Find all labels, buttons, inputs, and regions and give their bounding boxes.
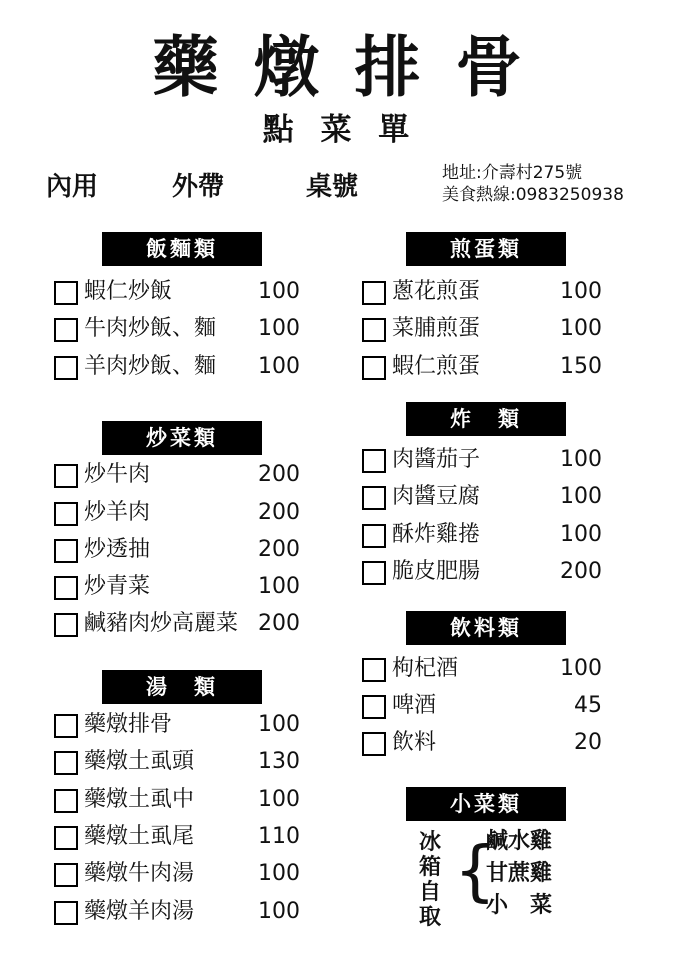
item-price: 100	[258, 712, 300, 737]
order-checkbox[interactable]	[54, 539, 78, 563]
item-price: 200	[258, 611, 300, 636]
item-price: 200	[560, 559, 602, 584]
item-price: 100	[560, 522, 602, 547]
category-header: 炒菜類	[102, 421, 262, 455]
item-price: 100	[258, 279, 300, 304]
order-checkbox[interactable]	[54, 901, 78, 925]
item-price: 200	[258, 500, 300, 525]
order-checkbox[interactable]	[362, 356, 386, 380]
item-name: 肉醬豆腐	[392, 484, 481, 509]
item-name: 啤酒	[392, 693, 437, 718]
dine-in-label: 內用	[46, 172, 99, 202]
order-checkbox[interactable]	[54, 318, 78, 342]
item-name: 藥燉土虱尾	[84, 824, 195, 849]
menu-subtitle: 點 菜 單	[262, 112, 418, 148]
order-checkbox[interactable]	[54, 576, 78, 600]
order-checkbox[interactable]	[362, 449, 386, 473]
order-checkbox[interactable]	[362, 281, 386, 305]
menu-item[interactable]	[362, 312, 602, 348]
category-header: 小菜類	[406, 787, 566, 821]
order-checkbox[interactable]	[362, 318, 386, 342]
item-name: 藥燉牛肉湯	[84, 861, 195, 886]
item-price: 100	[560, 279, 602, 304]
order-checkbox[interactable]	[362, 486, 386, 510]
item-price: 100	[258, 899, 300, 924]
takeout-label: 外帶	[172, 172, 225, 202]
item-price: 100	[560, 316, 602, 341]
item-name: 蔥花煎蛋	[392, 279, 481, 304]
item-price: 100	[258, 316, 300, 341]
item-price: 100	[258, 861, 300, 886]
item-name: 炒牛肉	[84, 462, 151, 487]
menu-item[interactable]	[54, 895, 300, 931]
item-price: 100	[560, 484, 602, 509]
item-name: 枸杞酒	[392, 656, 459, 681]
restaurant-title: 藥 燉 排 骨	[152, 29, 528, 106]
item-price: 100	[258, 574, 300, 599]
item-price: 45	[574, 693, 602, 718]
order-checkbox[interactable]	[54, 356, 78, 380]
menu-item[interactable]	[54, 570, 300, 606]
item-price: 130	[258, 749, 300, 774]
order-checkbox[interactable]	[54, 751, 78, 775]
item-name: 蝦仁炒飯	[84, 279, 173, 304]
item-price: 100	[560, 447, 602, 472]
menu-item[interactable]	[54, 857, 300, 893]
order-checkbox[interactable]	[54, 714, 78, 738]
menu-item[interactable]	[362, 652, 602, 688]
item-price: 110	[258, 824, 300, 849]
menu-item[interactable]	[362, 726, 602, 762]
menu-item[interactable]	[362, 689, 602, 725]
item-name: 藥燉排骨	[84, 712, 173, 737]
order-checkbox[interactable]	[54, 863, 78, 887]
item-price: 150	[560, 354, 602, 379]
side-dish-item: 小 菜	[486, 893, 553, 918]
order-checkbox[interactable]	[362, 695, 386, 719]
menu-item[interactable]	[54, 458, 300, 494]
item-name: 炒青菜	[84, 574, 151, 599]
category-header: 炸 類	[406, 402, 566, 436]
menu-item[interactable]	[54, 496, 300, 532]
menu-item[interactable]	[54, 607, 300, 643]
order-checkbox[interactable]	[54, 281, 78, 305]
order-checkbox[interactable]	[362, 561, 386, 585]
category-header: 湯 類	[102, 670, 262, 704]
menu-item[interactable]	[362, 443, 602, 479]
category-header: 煎蛋類	[406, 232, 566, 266]
menu-item[interactable]	[362, 350, 602, 386]
item-name: 飲料	[392, 730, 437, 755]
item-price: 100	[258, 354, 300, 379]
order-checkbox[interactable]	[362, 658, 386, 682]
item-price: 200	[258, 462, 300, 487]
item-name: 藥燉羊肉湯	[84, 899, 195, 924]
table-number-label: 桌號	[306, 172, 359, 202]
menu-item[interactable]	[54, 783, 300, 819]
item-name: 炒羊肉	[84, 500, 151, 525]
menu-item[interactable]	[54, 275, 300, 311]
item-name: 肉醬茄子	[392, 447, 481, 472]
order-checkbox[interactable]	[54, 613, 78, 637]
item-name: 鹹豬肉炒高麗菜	[84, 611, 239, 636]
item-name: 菜脯煎蛋	[392, 316, 481, 341]
order-checkbox[interactable]	[362, 524, 386, 548]
menu-item[interactable]	[362, 480, 602, 516]
menu-item[interactable]	[362, 555, 602, 591]
address-text: 地址:介壽村275號	[442, 163, 583, 183]
item-price: 100	[258, 787, 300, 812]
order-checkbox[interactable]	[54, 789, 78, 813]
order-checkbox[interactable]	[54, 502, 78, 526]
order-checkbox[interactable]	[54, 464, 78, 488]
category-header: 飲料類	[406, 611, 566, 645]
item-name: 酥炸雞捲	[392, 522, 481, 547]
menu-item[interactable]	[54, 312, 300, 348]
fridge-self-serve-label: 冰 箱 自 取	[419, 830, 442, 930]
item-price: 20	[574, 730, 602, 755]
menu-item[interactable]	[54, 820, 300, 856]
hotline-text: 美食熱線:0983250938	[442, 185, 624, 205]
item-name: 蝦仁煎蛋	[392, 354, 481, 379]
category-header: 飯麵類	[102, 232, 262, 266]
item-price: 100	[560, 656, 602, 681]
menu-item[interactable]	[54, 745, 300, 781]
item-name: 藥燉土虱頭	[84, 749, 195, 774]
menu-item[interactable]	[54, 533, 300, 569]
menu-item[interactable]	[54, 350, 300, 386]
order-checkbox[interactable]	[54, 826, 78, 850]
menu-item[interactable]	[362, 275, 602, 311]
item-name: 脆皮肥腸	[392, 559, 481, 584]
side-dish-item: 甘蔗雞	[486, 861, 553, 886]
item-price: 200	[258, 537, 300, 562]
brace-icon: {	[454, 832, 496, 909]
item-name: 牛肉炒飯、麵	[84, 316, 217, 341]
item-name: 羊肉炒飯、麵	[84, 354, 217, 379]
order-checkbox[interactable]	[362, 732, 386, 756]
menu-item[interactable]	[362, 518, 602, 554]
item-name: 藥燉土虱中	[84, 787, 195, 812]
item-name: 炒透抽	[84, 537, 151, 562]
side-dish-item: 鹹水雞	[486, 829, 553, 854]
menu-item[interactable]	[54, 708, 300, 744]
